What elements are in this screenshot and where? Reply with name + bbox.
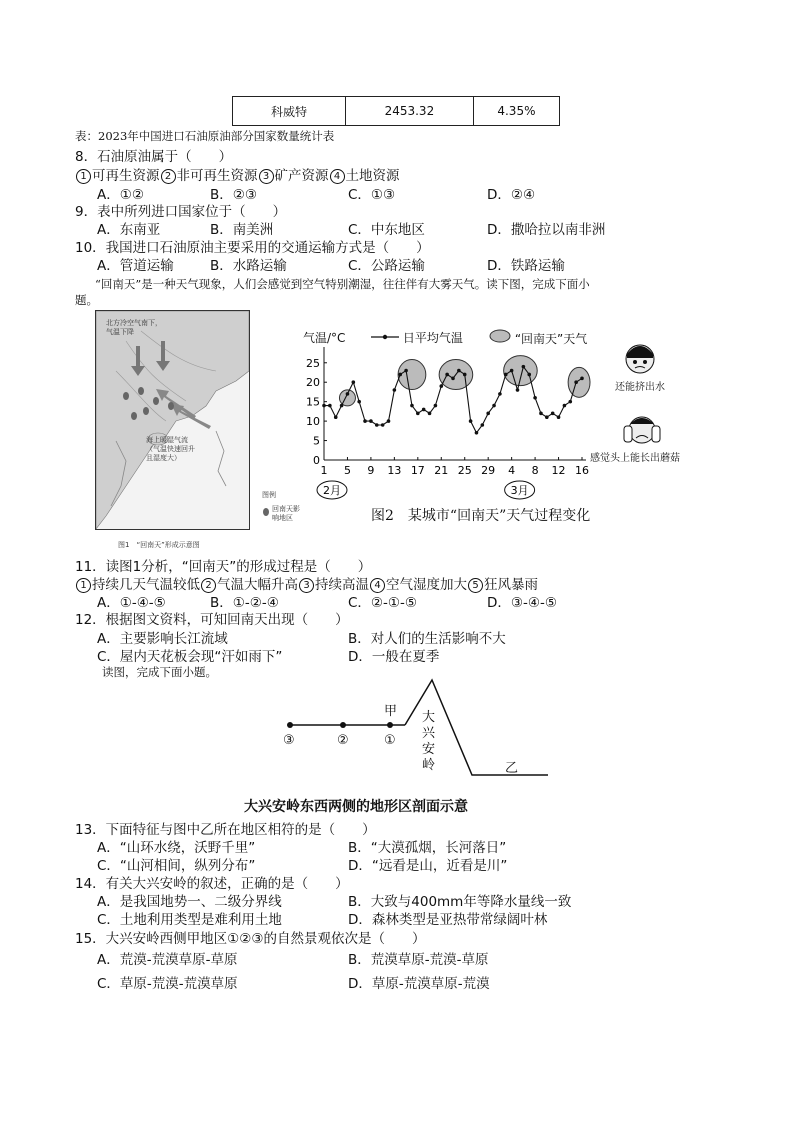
temperature-point: [475, 431, 479, 435]
temperature-point: [504, 373, 508, 377]
x-tick-label: 5: [343, 464, 351, 477]
q13-stem: 13．下面特征与图中乙所在地区相符的是（ ）: [75, 822, 376, 838]
chart-legend-bubble: “回南天”天气: [489, 329, 587, 347]
q13-option-a: A．“山环水绕，沃野千里”: [97, 840, 256, 856]
q15-option-d: D．草原-荒漠草原-荒漠: [348, 976, 490, 992]
temperature-chart: [296, 320, 596, 510]
temperature-point: [580, 377, 584, 381]
q14-option-b: B．大致与400mm年等降水量线一致: [348, 894, 572, 910]
q8-option-b: B．②③: [210, 187, 257, 203]
table-cell-share: 4.35%: [473, 97, 559, 126]
profile-jia: 甲: [384, 704, 398, 719]
temperature-point: [510, 369, 514, 373]
q8-option-d: D．②④: [487, 187, 536, 203]
x-tick-label: 25: [457, 464, 472, 477]
q13-option-c: C．“山河相间，纵列分布”: [97, 858, 256, 874]
y-tick-label: 5: [313, 434, 320, 448]
q10-stem: 10．我国进口石油原油主要采用的交通运输方式是（ ）: [75, 240, 430, 256]
q12-option-a: A．主要影响长江流域: [97, 631, 228, 647]
map-legend-title: 图例: [262, 491, 276, 499]
q13-option-d: D．“远看是山，近看是川”: [348, 858, 508, 874]
q11-option-c: C．②-①-⑤: [348, 595, 417, 611]
q15-option-a: A．荒漠-荒漠草原-草原: [97, 952, 238, 968]
temperature-point: [363, 419, 367, 423]
temperature-point: [545, 415, 549, 419]
profile-title: 大兴安岭东西两侧的地形区剖面示意: [244, 799, 468, 815]
import-table: [232, 96, 560, 126]
table-caption: 表：2023年中国进口石油原油部分国家数量统计表: [75, 129, 335, 143]
q15-stem: 15．大兴安岭西侧甲地区①②③的自然景观依次是（ ）: [75, 931, 426, 947]
temperature-point: [328, 404, 332, 408]
meme-crying-icon: [622, 412, 662, 448]
meme-face-icon: [623, 340, 657, 374]
temperature-point: [416, 412, 420, 416]
y-tick-label: 0: [313, 454, 320, 467]
x-tick-label: 8: [531, 464, 539, 477]
temperature-point: [557, 415, 561, 419]
map-legend-icon: [262, 507, 270, 519]
temperature-point: [551, 412, 555, 416]
intro-line-1: “回南天”是一种天气现象，人们会感觉到空气特别潮湿，往往伴有大雾天气。读下图，完成下面小: [95, 277, 590, 291]
x-tick-label: 29: [481, 464, 496, 477]
q9-option-a: A．东南亚: [97, 222, 161, 238]
q11-option-b: B．①-②-④: [210, 595, 279, 611]
huinantian-map: [95, 310, 250, 530]
temperature-point: [522, 365, 526, 369]
temperature-point: [340, 404, 344, 408]
x-tick-label: 17: [410, 464, 425, 477]
q8-option-c: C．①③: [348, 187, 396, 203]
temperature-point: [469, 419, 473, 423]
meme-caption-1: 还能挤出水: [615, 382, 665, 393]
q10-option-c: C．公路运输: [348, 258, 425, 274]
temperature-point: [393, 388, 397, 392]
q10-option-b: B．水路运输: [210, 258, 287, 274]
huinan-bubble: [568, 367, 590, 397]
table-row: [233, 97, 560, 126]
temperature-point: [451, 377, 455, 381]
temperature-point: [463, 373, 467, 377]
table-cell-country: 科威特: [233, 97, 346, 126]
q8-stem: 8．石油原油属于（ ）: [75, 149, 233, 165]
table-cell-amount: 2453.32: [345, 97, 473, 126]
q8-items: 1 可再生资源 2 非可再生资源 3 矿产资源 4 土地资源: [75, 164, 400, 184]
month-label: 3月: [510, 484, 529, 497]
temperature-point: [322, 404, 326, 408]
temperature-point: [381, 423, 385, 427]
profile-mountain: 大兴安岭: [422, 710, 436, 773]
x-tick-label: 12: [551, 464, 566, 477]
temperature-point: [369, 419, 373, 423]
map-label-north: 北方冷空气南下，气温下降: [106, 319, 162, 336]
q12-option-d: D．一般在夏季: [348, 649, 440, 665]
chart-title: 图2 某城市“回南天”天气过程变化: [371, 508, 591, 524]
temperature-point: [574, 380, 578, 384]
x-tick-label: 13: [387, 464, 402, 477]
temperature-point: [357, 400, 361, 404]
q14-stem: 14．有关大兴安岭的叙述，正确的是（ ）: [75, 876, 349, 892]
temperature-point: [410, 404, 414, 408]
q11-option-d: D．③-④-⑤: [487, 595, 557, 611]
meme-caption-2: 感觉头上能长出蘑菇: [590, 453, 680, 464]
q14-option-a: A．是我国地势一、二级分界线: [97, 894, 282, 910]
q15-option-c: C．草原-荒漠-荒漠草原: [97, 976, 238, 992]
y-tick-label: 20: [306, 376, 320, 390]
temperature-point: [568, 400, 572, 404]
q11-items: 1 持续几天气温较低 2 气温大幅升高 3 持续高温 4 空气湿度加大 5 狂风暴雨: [75, 573, 538, 593]
q15-option-b: B．荒漠草原-荒漠-草原: [348, 952, 489, 968]
temperature-point: [404, 369, 408, 373]
temperature-point: [334, 415, 338, 419]
temperature-point: [516, 388, 520, 392]
profile-point-2: ②: [337, 733, 349, 748]
q10-option-a: A．管道运输: [97, 258, 174, 274]
temperature-point: [539, 412, 543, 416]
q9-option-d: D．撒哈拉以南非洲: [487, 222, 606, 238]
temperature-point: [445, 373, 449, 377]
temperature-point: [434, 404, 438, 408]
q13-option-b: B．“大漠孤烟，长河落日”: [348, 840, 507, 856]
temperature-point: [352, 380, 356, 384]
temperature-point: [486, 412, 490, 416]
temperature-point: [498, 392, 502, 396]
x-tick-label: 9: [367, 464, 375, 477]
temperature-point: [428, 412, 432, 416]
q9-option-c: C．中东地区: [348, 222, 425, 238]
q11-stem: 11．读图1分析，“回南天”的形成过程是（ ）: [75, 559, 372, 575]
q11-option-a: A．①-④-⑤: [97, 595, 166, 611]
temperature-point: [533, 396, 537, 400]
chart-ylabel: 气温/°C: [303, 331, 346, 345]
temperature-point: [527, 373, 531, 377]
x-tick-label: 4: [508, 464, 516, 477]
x-tick-label: 21: [434, 464, 449, 477]
month-label: 2月: [323, 484, 341, 497]
y-tick-label: 15: [306, 395, 320, 409]
map-label-sea: 海上暖湿气流（气温快速回升且湿度大）: [146, 436, 195, 462]
x-tick-label: 1: [320, 464, 328, 477]
intro-2: 读图，完成下面小题。: [102, 665, 217, 679]
q12-stem: 12．根据图文资料，可知回南天出现（ ）: [75, 612, 349, 628]
temperature-point: [439, 384, 443, 388]
map-caption: 图1 “回南天”形成示意图: [118, 541, 200, 549]
y-tick-label: 10: [306, 415, 320, 429]
q9-stem: 9．表中所列进口国家位于（ ）: [75, 204, 287, 220]
q14-option-c: C．土地利用类型是难利用土地: [97, 912, 282, 928]
temperature-point: [492, 404, 496, 408]
temperature-point: [481, 423, 485, 427]
q12-option-c: C．屋内天花板会现“汗如雨下”: [97, 649, 283, 665]
map-legend-item: 回南天影响地区: [272, 505, 300, 522]
huinan-bubble: [398, 360, 426, 390]
huinan-bubble: [504, 356, 538, 386]
chart-legend-line: 日平均气温: [371, 329, 463, 346]
q9-option-b: B．南美洲: [210, 222, 274, 238]
temperature-point: [563, 404, 567, 408]
profile-yi: 乙: [505, 761, 519, 776]
y-tick-label: 25: [306, 356, 320, 370]
temperature-point: [398, 373, 402, 377]
profile-point-3: ③: [283, 733, 295, 748]
intro-line-2: 题。: [75, 293, 98, 307]
temperature-point: [457, 369, 461, 373]
temperature-point: [387, 419, 391, 423]
x-tick-label: 16: [575, 464, 589, 477]
map-graphic: [96, 311, 249, 529]
q14-option-d: D．森林类型是亚热带常绿阔叶林: [348, 912, 548, 928]
profile-point-1: ①: [384, 733, 396, 748]
temperature-point: [422, 408, 426, 412]
temperature-point: [346, 392, 350, 396]
q8-option-a: A．①②: [97, 187, 144, 203]
q10-option-d: D．铁路运输: [487, 258, 565, 274]
q12-option-b: B．对人们的生活影响不大: [348, 631, 506, 647]
temperature-point: [375, 423, 379, 427]
